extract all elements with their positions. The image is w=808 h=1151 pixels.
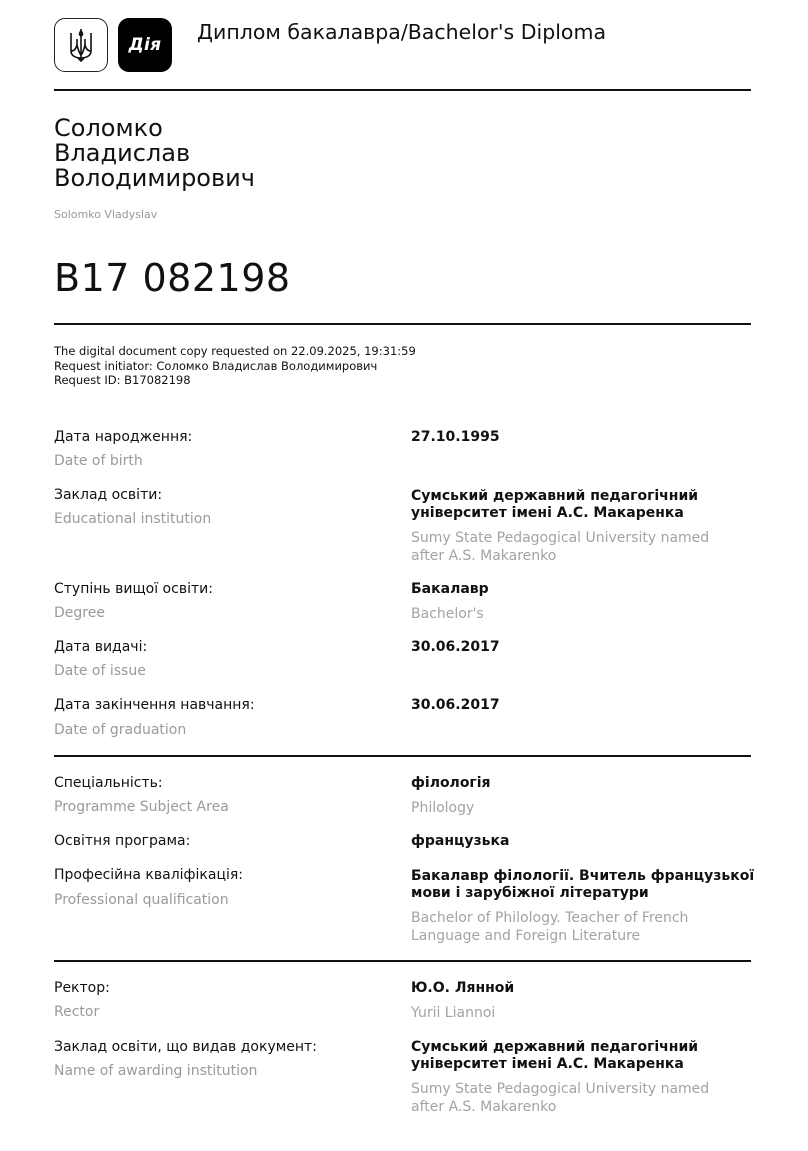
divider (54, 960, 751, 962)
owner-surname: Соломко (54, 114, 163, 142)
degree-label: Ступінь вищої освіти: (54, 581, 213, 597)
request-date: The digital document copy requested on 22.09.2025, 19:31:59 (54, 344, 416, 358)
qualification-value (411, 868, 761, 902)
owner-name-latin: Solomko Vladyslav (54, 208, 158, 221)
awarding-institution-value-en-line: after A.S. Makarenko (411, 1099, 557, 1115)
diia-logo-text: Дія (128, 35, 162, 55)
qualification-value-en (411, 909, 751, 945)
specialty-label: Спеціальність: (54, 775, 163, 791)
awarding-institution-value-en-line: Sumy State Pedagogical University named (411, 1081, 710, 1097)
rector-label-en: Rector (54, 1004, 100, 1020)
graduation-date-label: Дата закінчення навчання: (54, 697, 255, 713)
divider (54, 755, 751, 757)
qualification-label-en: Professional qualification (54, 892, 229, 908)
owner-name (54, 116, 454, 191)
graduation-date-value: 30.06.2017 (411, 697, 500, 713)
awarding-institution-label-en: Name of awarding institution (54, 1063, 258, 1079)
specialty-value: філологія (411, 775, 491, 791)
qualification-value-en-line: Bachelor of Philology. Teacher of French (411, 910, 689, 926)
awarding-institution-value (411, 1039, 761, 1073)
program-label: Освітня програма: (54, 833, 191, 849)
institution-value-en-line: Sumy State Pedagogical University named (411, 530, 710, 546)
rector-value: Ю.О. Лянной (411, 980, 515, 996)
birth-label-en: Date of birth (54, 453, 143, 469)
owner-patronymic: Володимирович (54, 164, 255, 192)
rector-label: Ректор: (54, 980, 110, 996)
specialty-value-en: Philology (411, 800, 475, 816)
awarding-institution-value-en (411, 1080, 751, 1116)
divider (54, 323, 751, 325)
degree-value-en: Bachelor's (411, 606, 484, 622)
qualification-value-line: мови і зарубіжної літератури (411, 885, 649, 901)
institution-label-en: Educational institution (54, 511, 212, 527)
rector-value-en: Yurii Liannoi (411, 1005, 496, 1021)
issue-date-value: 30.06.2017 (411, 639, 500, 655)
program-value: французька (411, 833, 510, 849)
birth-label: Дата народження: (54, 429, 193, 445)
request-info (54, 344, 416, 388)
document-title: Диплом бакалавра/Bachelor's Diploma (197, 20, 607, 44)
divider (54, 89, 751, 91)
institution-value-line: університет імені А.С. Макаренка (411, 505, 684, 521)
graduation-date-label-en: Date of graduation (54, 722, 187, 738)
owner-given-name: Владислав (54, 139, 191, 167)
institution-value-en-line: after A.S. Makarenko (411, 548, 557, 564)
degree-value: Бакалавр (411, 581, 489, 597)
awarding-institution-value-line: Сумський державний педагогічний (411, 1039, 699, 1055)
institution-value-line: Сумський державний педагогічний (411, 488, 699, 504)
issue-date-label-en: Date of issue (54, 663, 146, 679)
institution-value-en (411, 529, 751, 565)
institution-label: Заклад освіти: (54, 487, 163, 503)
awarding-institution-label: Заклад освіти, що видав документ: (54, 1039, 317, 1055)
institution-value (411, 488, 761, 522)
document-number: B17 082198 (54, 256, 291, 300)
document-header (54, 18, 751, 72)
qualification-value-en-line: Language and Foreign Literature (411, 928, 641, 944)
qualification-value-line: Бакалавр філології. Вчитель французької (411, 868, 755, 884)
diia-logo (118, 18, 172, 72)
request-id: Request ID: B17082198 (54, 373, 191, 387)
birth-value: 27.10.1995 (411, 429, 500, 445)
request-initiator: Request initiator: Соломко Владислав Володимирович (54, 358, 378, 373)
degree-label-en: Degree (54, 605, 105, 621)
awarding-institution-value-line: університет імені А.С. Макаренка (411, 1056, 684, 1072)
qualification-label: Професійна кваліфікація: (54, 867, 244, 883)
trident-icon (54, 18, 108, 72)
specialty-label-en: Programme Subject Area (54, 799, 229, 815)
issue-date-label: Дата видачі: (54, 639, 148, 655)
